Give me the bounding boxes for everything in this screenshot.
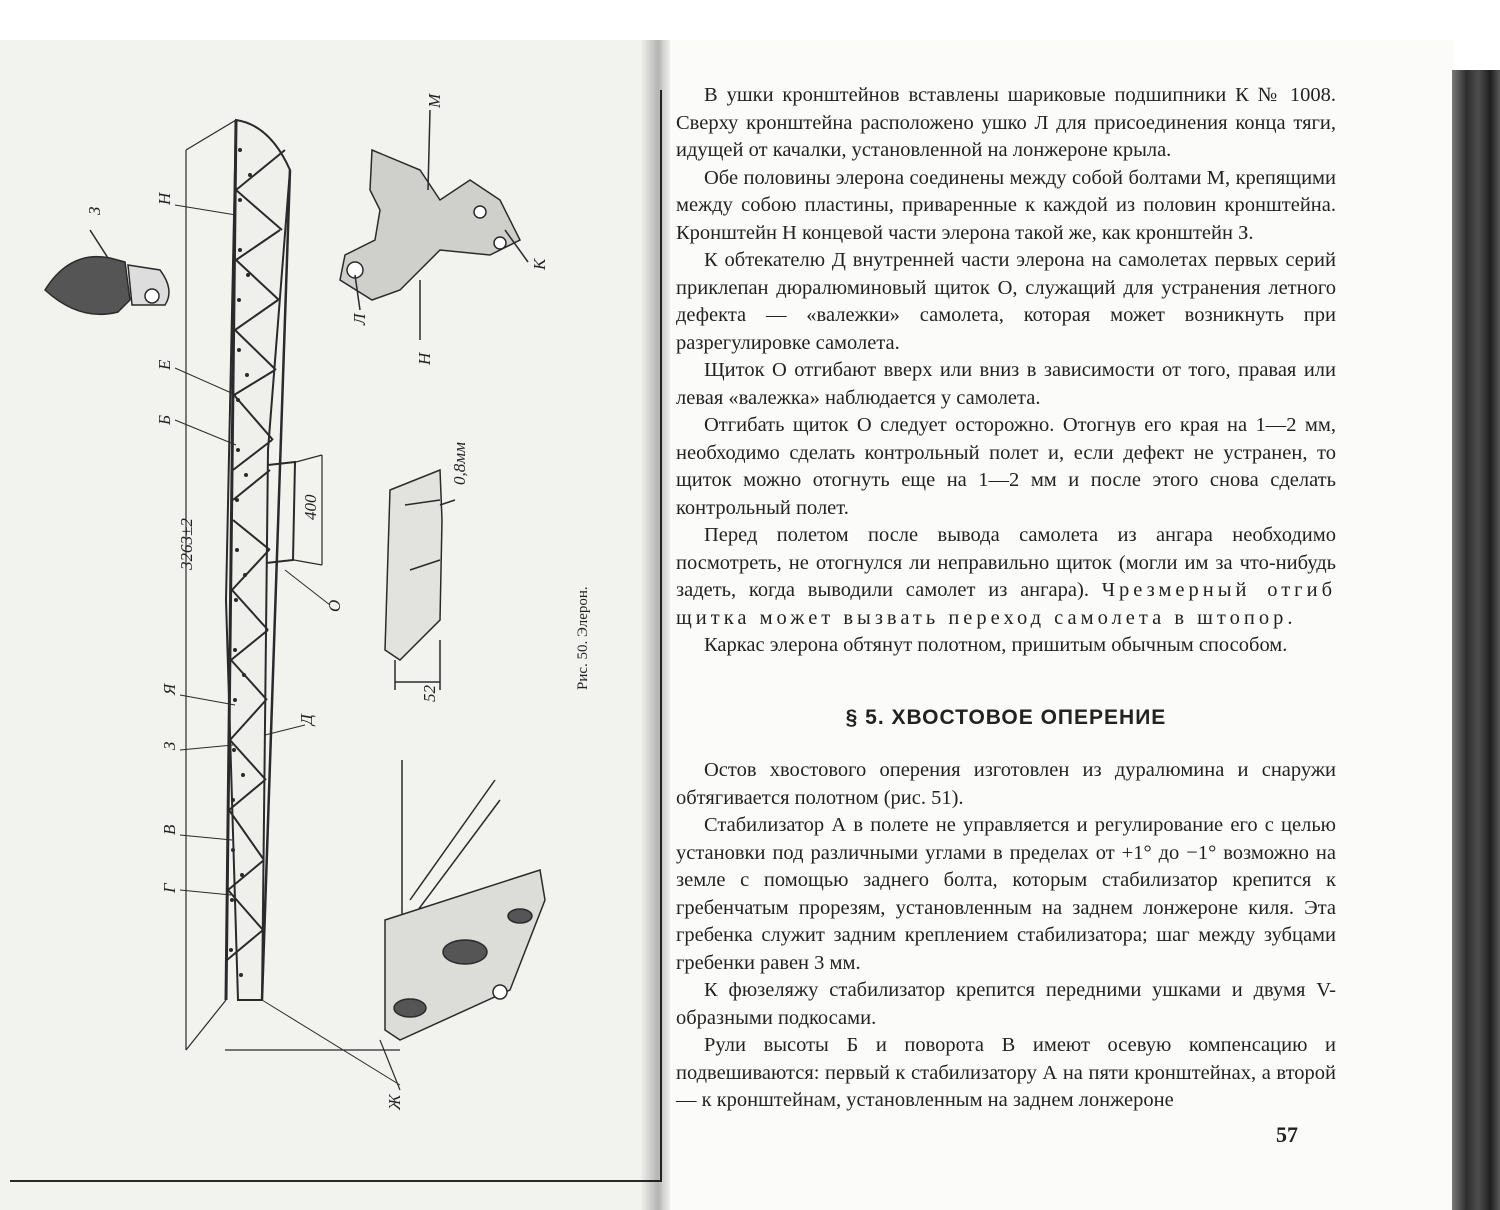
label-v: В bbox=[160, 824, 179, 835]
paragraph: В ушки кронштейнов вставлены шариковые подшипники К № 1008. Сверху кронштейна расположено ушко Л для присоединения конца тяги, идущей от качалки, установленной на лонжероне крыла. bbox=[676, 84, 1336, 161]
label-h-bracket: Н bbox=[415, 352, 434, 365]
page-number: 57 bbox=[1276, 1122, 1298, 1147]
label-zh: Ж bbox=[385, 1094, 404, 1110]
dimension-span: 3263±2 bbox=[177, 518, 196, 570]
label-ya: Я bbox=[160, 683, 179, 695]
paragraph: К обтекателю Д внутренней части элерона на самолетах первых серий приклепан дюралюминовый щиток О, служащий для устранения летного дефекта — «валежки» самолета, которая может возникнуть при разрегулировке самолета. bbox=[676, 249, 1336, 354]
paragraph: Остов хвостового оперения изготовлен из дуралюмина и снаружи обтягивается полотном (рис. 51). bbox=[676, 759, 1336, 809]
paragraph: Отгибать щиток О следует осторожно. Отогнув его края на 1—2 мм, необходимо сделать контрольный полет и, если дефект не устранен, то щиток можно отогнуть еще на 1—2 мм и после этого снова сделать контрольный полет. bbox=[676, 414, 1336, 519]
label-k: К bbox=[530, 258, 549, 270]
paragraph bbox=[676, 522, 1336, 632]
label-b: Б bbox=[155, 414, 174, 425]
label-m: М bbox=[425, 93, 444, 108]
dimension-tab-length: 400 bbox=[301, 494, 320, 520]
paragraph: Стабилизатор А в полете не управляется и регулирование его с целью установки под различными углами в пределах от +1° до −1° возможно на земле с помощью заднего болта, которым стабилизатор крепится к гребенчатым прорезям, установленным на заднем лонжероне киля. Эта гребенка служит задним креплением стабилизатора; шаг между зубцами гребенки равен 3 мм. bbox=[676, 814, 1336, 974]
bracket-assembly bbox=[340, 110, 528, 340]
trim-tab-detail bbox=[385, 470, 455, 690]
label-g: Г bbox=[160, 883, 179, 893]
hinge-detail bbox=[385, 760, 545, 1040]
dimension-tab-width: 52 bbox=[420, 685, 439, 702]
paragraph: К фюзеляжу стабилизатор крепится передними ушками и двумя V-образными подкосами. bbox=[676, 979, 1336, 1029]
aileron-frame bbox=[226, 120, 295, 1000]
label-d: Д bbox=[297, 714, 316, 725]
emphasized-text: Чрезмерный отгиб щитка может вызвать переход самолета в штопор. bbox=[676, 579, 1336, 629]
paragraph: Рули высоты Б и поворота В имеют осевую компенсацию и подвешиваются: первый к стабилизатору А на пяти кронштейнах, а второй — к кронштейнам, установленным на заднем лонжероне bbox=[676, 1034, 1336, 1111]
label-o: О bbox=[325, 599, 344, 612]
label-bracket-z: З bbox=[85, 206, 104, 215]
label-e: Е bbox=[155, 359, 174, 370]
label-l: Л bbox=[350, 313, 369, 325]
paragraph: Обе половины элерона соединены между собой болтами М, крепящими между собою пластины, приваренные к каждой из половин кронштейна. Кронштейн Н концевой части элерона такой же, как кронштейн З. bbox=[676, 166, 1336, 244]
bracket-detail-z bbox=[45, 230, 169, 314]
section-heading: § 5. ХВОСТОВОЕ ОПЕРЕНИЕ bbox=[845, 705, 1167, 729]
dimension-tab-thickness: 0,8мм bbox=[450, 442, 469, 485]
aileron-diagram bbox=[0, 0, 660, 1200]
paragraph: Каркас элерона обтянут полотном, пришитым обычным способом. bbox=[704, 634, 1288, 656]
book-edge bbox=[1452, 70, 1500, 1210]
leader-lines bbox=[175, 205, 400, 1085]
figure-caption: Рис. 50. Элерон. bbox=[575, 586, 591, 690]
label-z: З bbox=[160, 741, 179, 750]
paragraph: Щиток О отгибают вверх или вниз в зависимости от того, правая или левая «валежка» наблюдается у самолета. bbox=[676, 359, 1336, 409]
page-text bbox=[676, 82, 1336, 1115]
label-h-top: Н bbox=[155, 192, 174, 205]
paragraph-text: Перед полетом после вывода самолета из ангара необходимо посмотреть, не отогнулся ли неправильно щиток (могли им за что-нибудь задеть, когда выводили самолет из ангара). bbox=[676, 524, 1336, 601]
